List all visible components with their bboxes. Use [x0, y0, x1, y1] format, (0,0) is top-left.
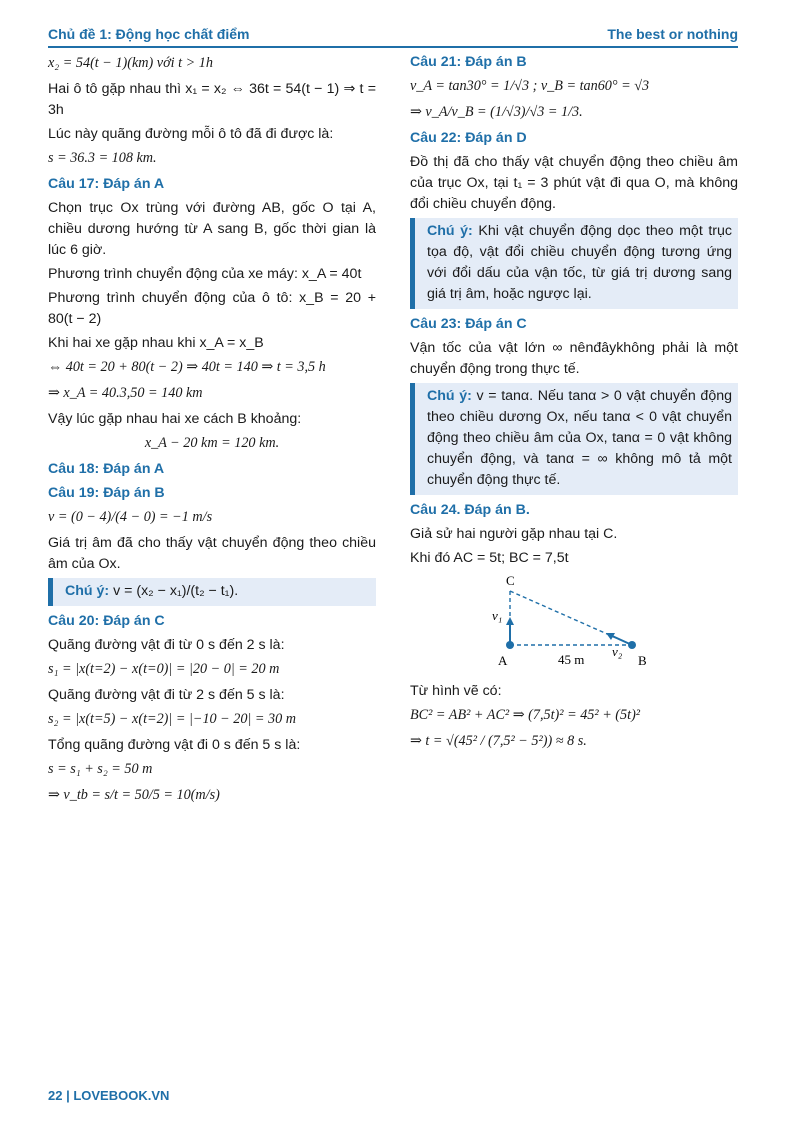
paragraph: Hai ô tô gặp nhau thì x₁ = x₂ ⇔ 36t = 54(t − 1) ⇒ t = 3h — [48, 81, 376, 118]
equation: v = (0 − 4)/(4 − 0) = −1 m/s — [48, 509, 213, 525]
equation: ⇔ 40t = 20 + 80(t − 2) ⇒ 40t = 140 ⇒ t = 3,5 h — [48, 359, 326, 375]
paragraph: Vận tốc của vật lớn ∞ nênđâykhông phải là một chuyển động trong thực tế. — [410, 340, 738, 377]
equation: s₂ = |x(t=5) − x(t=2)| = |−10 − 20| = 30 m — [48, 711, 297, 727]
label-b: B — [638, 653, 647, 668]
paragraph: Quãng đường vật đi từ 0 s đến 2 s là: — [48, 637, 285, 653]
paragraph: Phương trình chuyển động của xe máy: x_A = 40t — [48, 266, 362, 282]
slogan: The best or nothing — [607, 26, 738, 42]
equation: BC² = AB² + AC² ⇒ (7,5t)² = 45² + (5t)² — [410, 707, 641, 723]
label-v1: v₁ — [492, 608, 503, 623]
note-text: v = (x₂ − x₁)/(t₂ − t₁). — [113, 583, 239, 599]
note-label: Chú ý: — [427, 388, 472, 404]
triangle-diagram — [410, 573, 738, 673]
question-heading: Câu 20: Đáp án C — [48, 613, 165, 629]
paragraph: Khi hai xe gặp nhau khi x_A = x_B — [48, 335, 264, 351]
chapter-title: Chủ đề 1: Động học chất điểm — [48, 26, 250, 42]
question-heading: Câu 22: Đáp án D — [410, 130, 527, 146]
paragraph: Từ hình vẽ có: — [410, 683, 502, 699]
question-heading: Câu 21: Đáp án B — [410, 54, 527, 70]
equation: s₁ = |x(t=2) − x(t=0)| = |20 − 0| = 20 m — [48, 661, 280, 677]
note-label: Chú ý: — [65, 583, 110, 599]
equation: x_A − 20 km = 120 km. — [144, 435, 280, 451]
distance-label: 45 m — [558, 652, 585, 667]
note-text: v = tanα. Nếu tanα > 0 vật chuyển động theo chiều dương Ox, nếu tanα < 0 vật chuyển động theo chiều âm của Ox, tanα = 0 vật không chuyển động, và tanα = ∞ không mô tả một chuyển động thực tế. — [427, 388, 732, 488]
question-heading: Câu 24. Đáp án B. — [410, 502, 530, 518]
note-label: Chú ý: — [427, 223, 473, 239]
point-a — [506, 641, 514, 649]
paragraph: Chọn trục Ox trùng với đường AB, gốc O tại A, chiều dương hướng từ A sang B, gốc thời gian là lúc 6 giờ. — [48, 200, 376, 258]
equation: v_A = tan30° = 1/√3 ; v_B = tan60° = √3 — [410, 78, 650, 94]
left-column — [48, 50, 376, 811]
paragraph: Tổng quãng đường vật đi 0 s đến 5 s là: — [48, 737, 301, 753]
question-heading: Câu 18: Đáp án A — [48, 461, 165, 477]
point-b — [628, 641, 636, 649]
note-box — [410, 218, 738, 309]
equation: ⇒ x_A = 40.3,50 = 140 km — [48, 385, 203, 401]
paragraph: Giá trị âm đã cho thấy vật chuyển động theo chiều âm của Ox. — [48, 535, 376, 572]
page-footer: 22 | LOVEBOOK.VN — [48, 1088, 170, 1103]
right-column — [410, 50, 738, 757]
paragraph: Phương trình chuyển động của ô tô: x_B = 20 + 80(t − 2) — [48, 290, 376, 327]
paragraph: Lúc này quãng đường mỗi ô tô đã đi được là: — [48, 126, 334, 142]
equation: s = s₁ + s₂ = 50 m — [48, 761, 153, 777]
note-text: Khi vật chuyển động dọc theo một trục tọa độ, vật đổi chiều chuyển động tương ứng với đổi dấu của vận tốc, từ giá trị dương sang giá trị âm, hoặc ngược lại. — [427, 223, 732, 302]
paragraph: Quãng đường vật đi từ 2 s đến 5 s là: — [48, 687, 285, 703]
question-heading: Câu 17: Đáp án A — [48, 176, 165, 192]
paragraph: Giả sử hai người gặp nhau tại C. — [410, 526, 618, 542]
arrow-v1-head — [506, 617, 514, 625]
equation: ⇒ v_tb = s/t = 50/5 = 10(m/s) — [48, 787, 220, 803]
equation: x₂ = 54(t − 1)(km) với t > 1h — [48, 55, 213, 71]
paragraph: Khi đó AC = 5t; BC = 7,5t — [410, 550, 569, 566]
note-box — [410, 383, 738, 495]
equation: s = 36.3 = 108 km. — [48, 150, 157, 166]
equation: ⇒ t = √(45² / (7,5² − 5²)) ≈ 8 s. — [410, 733, 587, 749]
question-heading: Câu 19: Đáp án B — [48, 485, 165, 501]
equation: ⇒ v_A/v_B = (1/√3)/√3 = 1/3. — [410, 104, 583, 120]
question-heading: Câu 23: Đáp án C — [410, 316, 527, 332]
label-a: A — [498, 653, 508, 668]
label-v2: v₂ — [612, 644, 623, 659]
page-header — [48, 24, 738, 48]
paragraph: Đồ thị đã cho thấy vật chuyển động theo chiều âm của trục Ox, tại t₁ = 3 phút vật đi qua O, mà không đổi chiều chuyển động. — [410, 154, 738, 212]
note-box — [48, 578, 376, 606]
label-c: C — [506, 573, 515, 588]
paragraph: Vậy lúc gặp nhau hai xe cách B khoảng: — [48, 411, 302, 427]
